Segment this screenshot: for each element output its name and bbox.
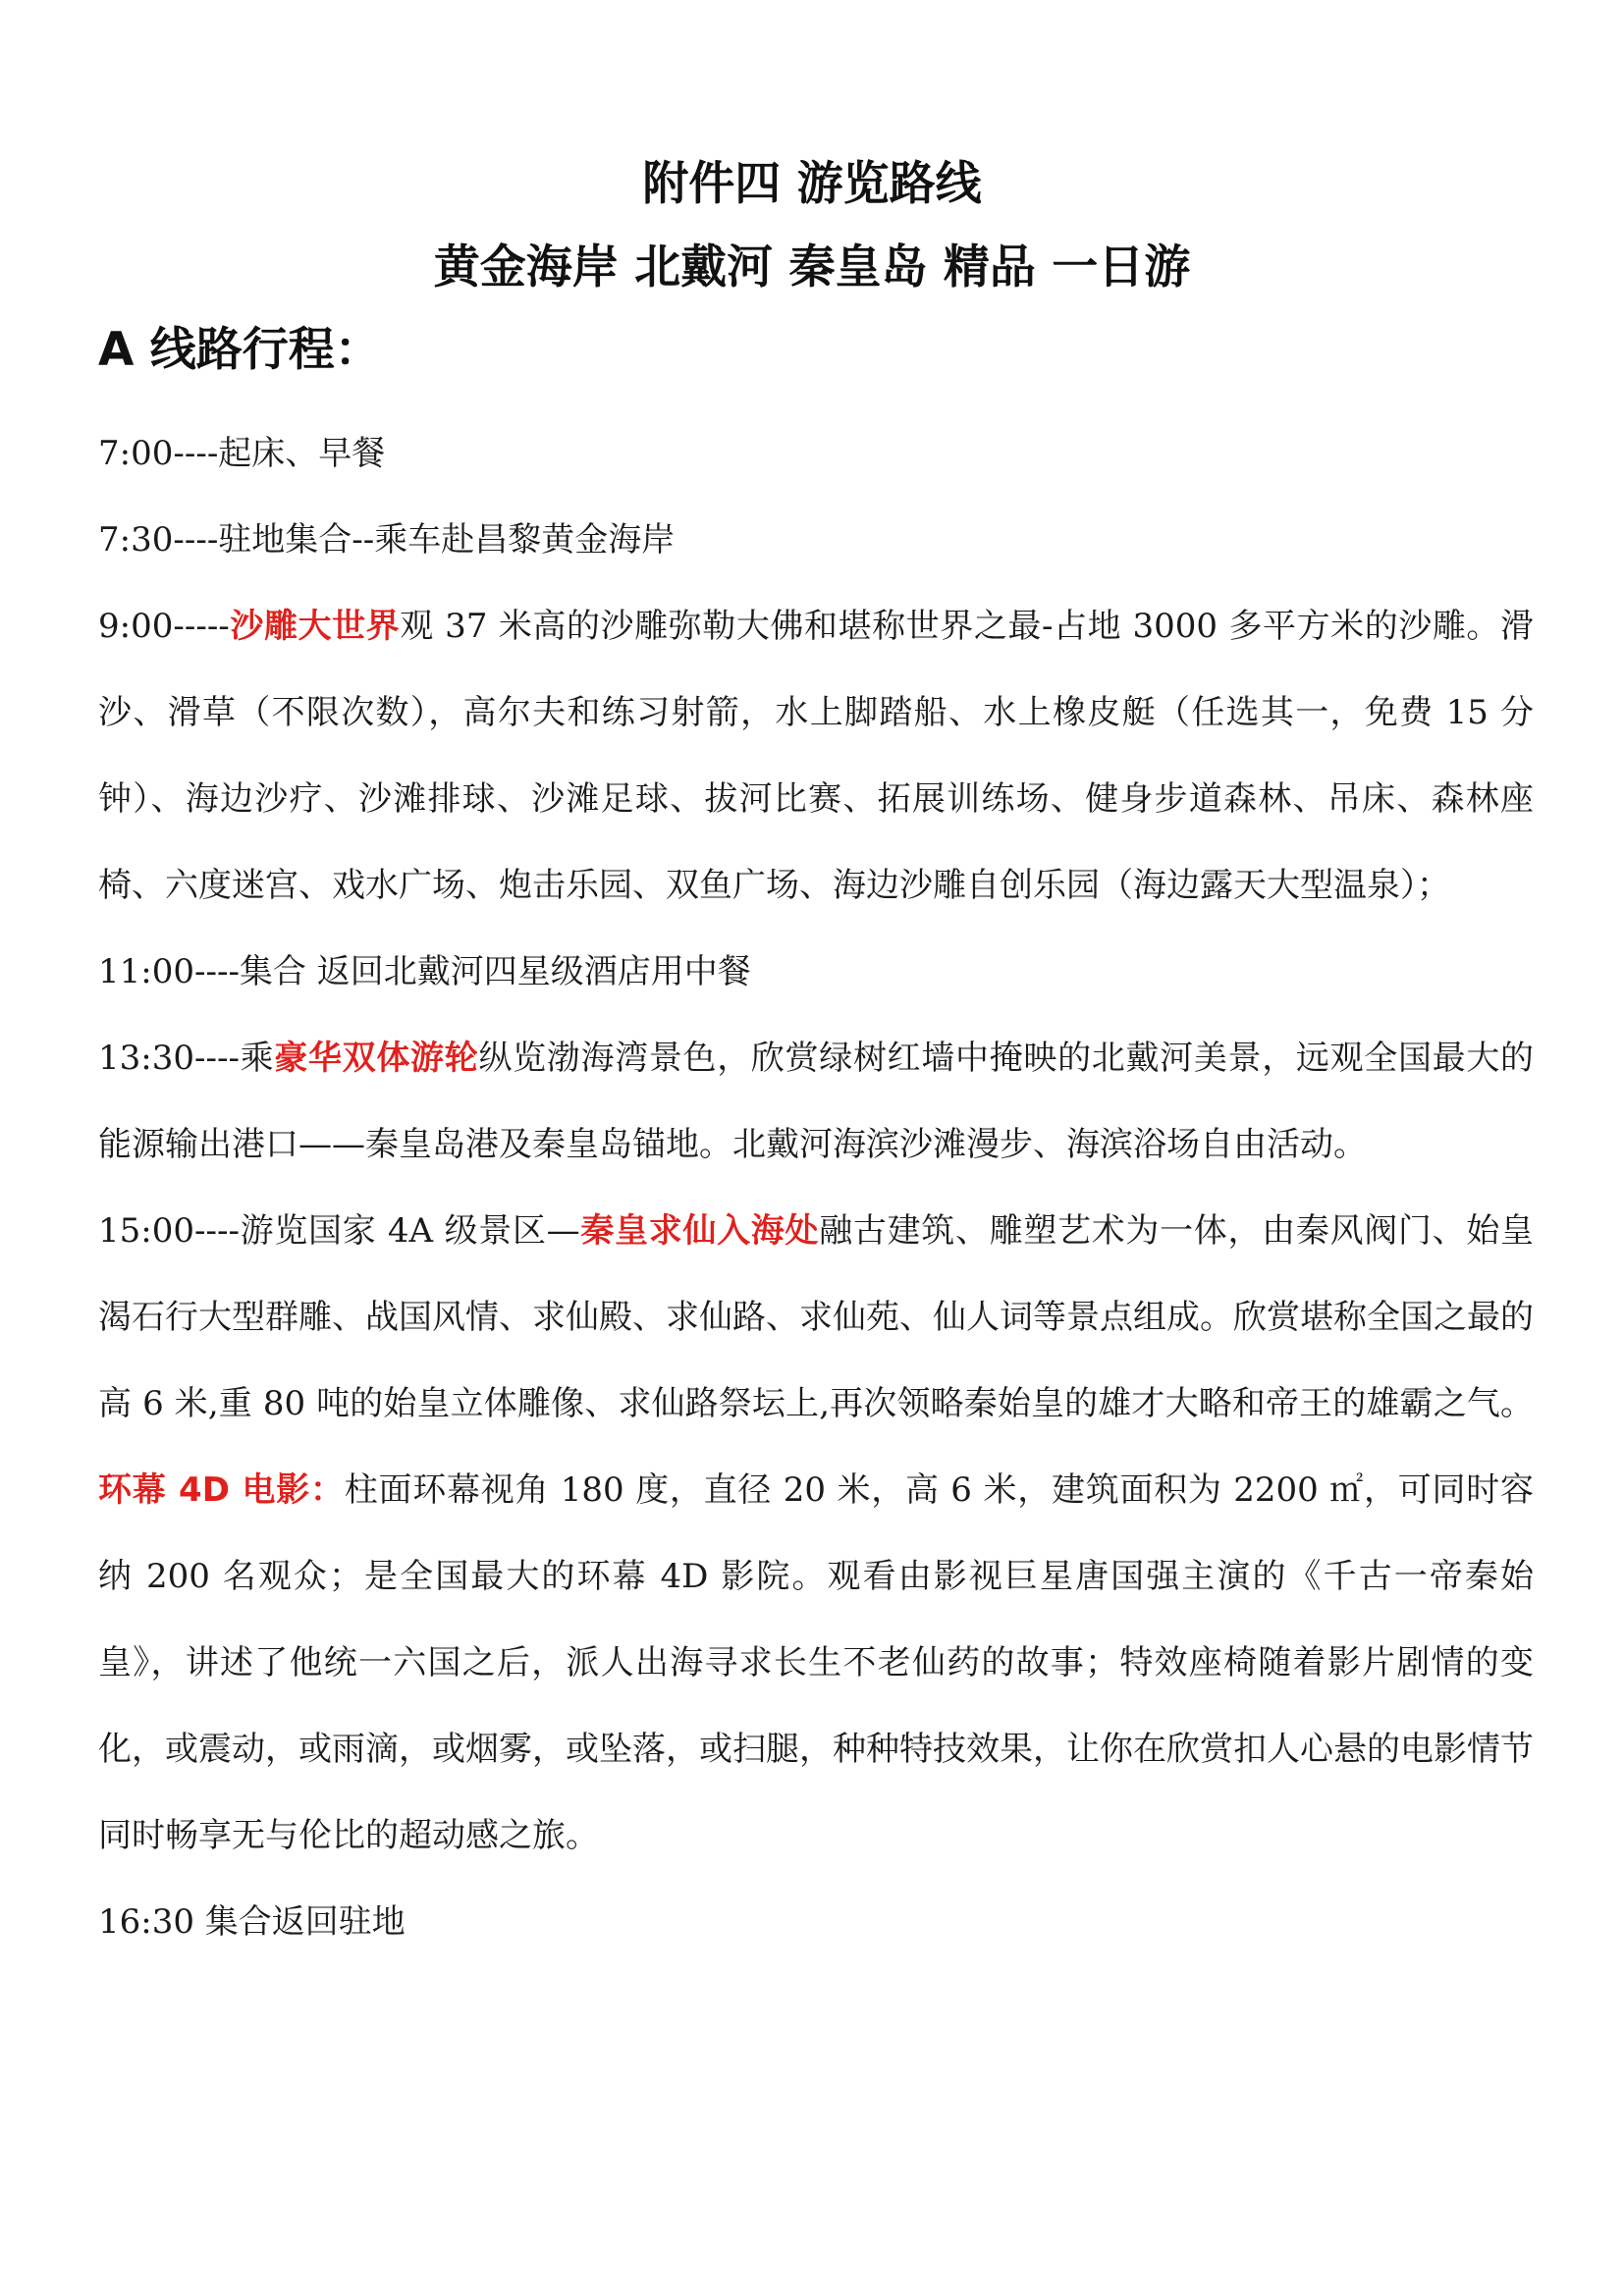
itinerary-item-1630 [98, 1879, 1534, 1965]
itinerary-item-1330 [98, 1015, 1534, 1188]
itinerary-item-0730 [98, 497, 1534, 583]
highlight-sand-sculpture-world: 沙雕大世界 [229, 607, 401, 646]
itinerary-item-1100 [98, 929, 1534, 1015]
section-heading: A 线路行程： [98, 323, 381, 377]
document-subtitle: 黄金海岸 北戴河 秦皇岛 精品 一日游 [433, 240, 1191, 294]
itinerary-text: 柱面环幕视角 180 度，直径 20 米，高 6 米，建筑面积为 2200 ㎡，可同时容纳 200 名观众；是全国最大的环幕 4D 影院。观看由影视巨星唐国强主演的《千古一帝秦始皇》，讲述了他统一六国之后，派人出海寻求长生不老仙药的故事；特效座椅随着影片剧情的变化，或震动，或雨滴，或烟雾，或坠落，或扫腿，种种特技效果，让你在欣赏扣人心悬的电影情节同时畅享无与伦比的超动感之旅。 [98, 1470, 1534, 1855]
itinerary-time: 9:00----- [98, 607, 230, 646]
document-title: 附件四 游览路线 [642, 157, 982, 211]
itinerary-text: 纵览渤海湾景色，欣赏绿树红墙中掩映的北戴河美景，远观全国最大的能源输出港口——秦皇岛港及秦皇岛锚地。北戴河海滨沙滩漫步、海滨浴场自由活动。 [98, 1039, 1535, 1164]
itinerary-text: 融古建筑、雕塑艺术为一体，由秦风阀门、始皇渴石行大型群雕、战国风情、求仙殿、求仙路、求仙苑、仙人词等景点组成。欣赏堪称全国之最的高 6 米,重 80 吨的始皇立体雕像、求仙路祭坛上,再次领略秦始皇的雄才大略和帝王的雄霸之气。 [98, 1211, 1535, 1423]
itinerary-body [98, 410, 1534, 1965]
itinerary-text: 16:30 集合返回驻地 [98, 1902, 406, 1942]
itinerary-text: 7:00----起床、早餐 [98, 434, 386, 473]
itinerary-text: 7:30----驻地集合--乘车赴昌黎黄金海岸 [98, 520, 676, 560]
highlight-qin-huang-seeking-immortals: 秦皇求仙入海处 [579, 1211, 820, 1251]
itinerary-text: 观 37 米高的沙雕弥勒大佛和堪称世界之最-占地 3000 多平方米的沙雕。滑沙、滑草（不限次数），高尔夫和练习射箭，水上脚踏船、水上橡皮艇（任选其一，免费 15 分钟）、海边沙疗、沙滩排球、沙滩足球、拔河比赛、拓展训练场、健身步道森林、吊床、森林座椅、六度迷宫、戏水广场、炮击乐园、双鱼广场、海边沙雕自创乐园（海边露天大型温泉）； [98, 607, 1535, 905]
itinerary-text: 11:00----集合 返回北戴河四星级酒店用中餐 [98, 952, 751, 991]
itinerary-item-0900 [98, 583, 1534, 929]
highlight-catamaran-cruise: 豪华双体游轮 [274, 1039, 479, 1078]
itinerary-time: 15:00----游览国家 4A 级景区— [98, 1211, 580, 1251]
highlight-4d-movie: 环幕 4D 电影： [98, 1470, 345, 1510]
itinerary-time: 13:30----乘 [98, 1039, 275, 1078]
itinerary-item-1500 [98, 1188, 1534, 1879]
itinerary-item-0700 [98, 410, 1534, 497]
